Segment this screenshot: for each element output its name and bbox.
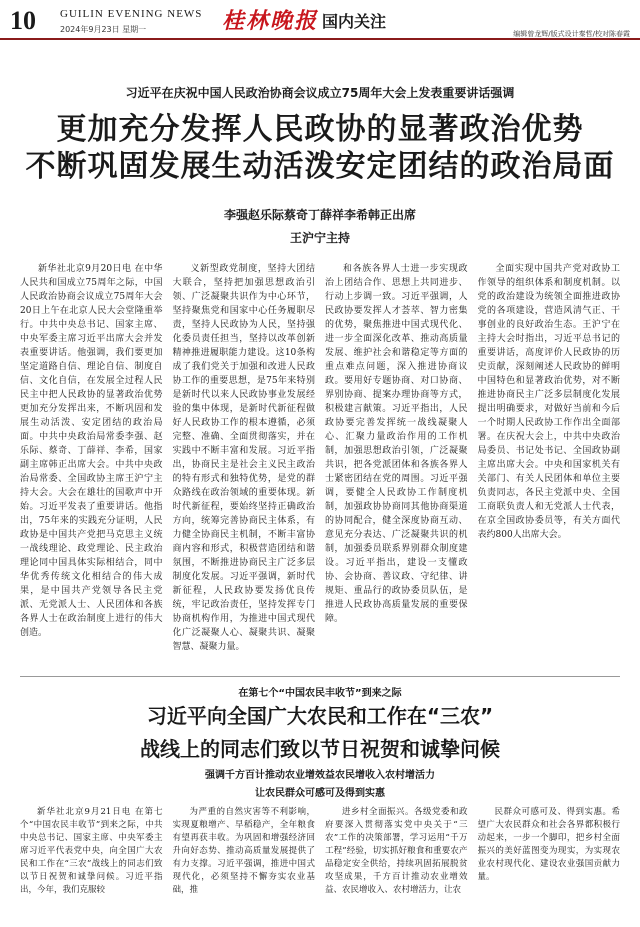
article1-column: 义新型政党制度，坚持大团结大联合，坚持把加强思想政治引领、广泛凝聚共识作为中心环节，坚持聚焦党和国家中心任务履职尽责，坚持人民政协为人民，坚持强化委员责任担当，坚持以改革创新精神推进履职能力建设。这10条构成了我们党关于加强和改进人民政协工作的重要思想，是75年来特别是新时代以来人民政协事业发展经验的集中体现，是新时代新征程做好人民政协工作的根本遵循，必须完整、准确、全面贯彻落实，并在实践中不断丰富和发展。习近平指出，协商民主是社会主义民主政治的特有形式和独特优势，是党的群众路线在政治领域的重要体现。新时代新征程，要始终坚持正确政治方向，统筹完善协商民主体系，有力健全协商民主机制，不断丰富协商内容和形式，积极营造团结和谐氛围，不断推进协商民主广泛多层制度化发展。习近平强调，新时代新征程，人民政协要发扬优良传统，牢记政治责任，坚持发挥专门协商机构作用，为推进中国式现代化广泛凝聚人心、凝聚共识、凝聚智慧、凝聚力量。 <box>172 264 315 652</box>
article2-column: 进乡村全面振兴。各级党委和政府要深入贯彻落实党中央关于“三农”工作的决策部署，学习运用“千万工程”经验，切实抓好粮食和重要农产品稳定安全供给，持续巩固拓展脱贫攻坚成果，千方百计推动农业增效益、农民增收入、农村增活力，让农 <box>325 807 468 895</box>
article2-subhead2: 让农民群众可感可及得到实惠 <box>255 788 385 799</box>
section-title: 国内关注 <box>322 12 387 31</box>
article1-headline-line1: 更加充分发挥人民政协的显著政治优势 <box>56 112 584 147</box>
issue-date: 2024年9月23日 星期一 <box>60 25 147 34</box>
article1-body <box>20 262 620 672</box>
article1-host: 王沪宁主持 <box>289 231 350 245</box>
page-header <box>0 0 640 40</box>
article2-kicker: 在第七个“中国农民丰收节”到来之际 <box>238 688 402 699</box>
article1-attendees: 李强赵乐际蔡奇丁薛祥李希韩正出席 <box>223 208 416 222</box>
section-divider <box>20 676 620 677</box>
article2-column: 新华社北京9月21日电 在第七个“中国农民丰收节”到来之际，中共中央总书记、国家主席、中央军委主席习近平代表党中央，向全国广大农民和工作在“三农”战线上的同志们致以节日祝贺和诚挚问候。习近平指出，今年，我们克服较 <box>20 807 163 895</box>
page-number: 10 <box>10 6 36 35</box>
article2-headline-line2: 战线上的同志们致以节日祝贺和诚挚问候 <box>140 737 500 761</box>
article1-column: 全面实现中国共产党对政协工作领导的组织体系和制度机制。以党的政治建设为统领全面推进政协党的各项建设，营造风清气正、干事创业的良好政治生态。王沪宁在主持大会时指出，习近平总书记的重要讲话，高度评价人民政协的历史贡献，深刻阐述人民政协的鲜明中国特色和显著政治优势，对不断推进协商民主广泛多层制度化发展提出明确要求，对做好当前和今后一个时期人民政协工作作出全面部署。在庆祝大会上，中共中央政治局委员、书记处书记、全国政协副主席出席大会。中央和国家机关有关部门、有关人民团体和单位主要负责同志，各民主党派中央、全国工商联负责人和无党派人士代表，在京全国政协委员等，有关方面代表约800人出席大会。 <box>477 264 620 540</box>
article1-column: 新华社北京9月20日电 在中华人民共和国成立75周年之际，中国人民政治协商会议成立75周年大会20日上午在北京人民大会堂隆重举行。中共中央总书记、国家主席、中央军委主席习近平出席大会并发表重要讲话。他强调，我们要更加坚定道路自信、理论自信、制度自信、文化自信，在发展全过程人民民主中把人民政协的显著政治优势更加充分发挥出来，不断巩固和发展生动活泼、安定团结的政治局面。中共中央政治局常委李强、赵乐际、蔡奇、丁薛祥、李希，国家副主席韩正出席大会。中共中央政治局常委、全国政协主席王沪宁主持大会。大会在雄壮的国歌声中开始。习近平发表了重要讲话。他指出，75年来的实践充分证明，人民政协是中国共产党把马克思主义统一战线理论、政党理论、民主政治理论同中国具体实际相结合，同中华优秀传统文化相结合的伟大成果，是中国共产党领导各民主党派、无党派人士、人民团体和各族各界人士在政治制度上进行的伟大创造。 <box>20 264 163 638</box>
article2-headline-line1: 习近平向全国广大农民和工作在“三农” <box>146 704 494 728</box>
editor-credits: 编辑曾龙辉/版式设计秦哲/校对陈春霞 <box>513 30 630 38</box>
article1-headline-line2: 不断巩固发展生动活泼安定团结的政治局面 <box>25 149 615 184</box>
article2-body <box>20 806 620 921</box>
article2-column: 为严重的自然灾害等不利影响，实现夏粮增产、早稻稳产，全年粮食有望再获丰收。为巩固和增强经济回升向好态势、推动高质量发展提供了有力支撑。习近平强调，推进中国式现代化，必须坚持不懈夯实农业基础，推 <box>172 807 315 895</box>
article1-column: 和各族各界人士进一步实现政治上团结合作、思想上共同进步、行动上步调一致。习近平强调，人民政协要发挥人才荟萃、智力密集的优势，聚焦推进中国式现代化、进一步全面深化改革、推动高质量发展、维护社会和谐稳定等方面的重点难点问题，深入推进协商议政。要用好专题协商、对口协商、界别协商、提案办理协商等方式，积极建言献策。习近平指出，人民政协要完善发挥统一战线凝聚人心、汇聚力量政治作用的工作机制，加强思想政治引领，广泛凝聚共识，把各党派团体和各族各界人士紧密团结在党的周围。习近平强调，要健全人民政协工作制度机制，加强政协协商同其他协商渠道的协同配合，健全深度协商互动、意见充分表达、广泛凝聚共识的机制，加强委员联系界别群众制度建设。习近平指出，建设一支懂政协、会协商、善议政、守纪律、讲规矩、重品行的政协委员队伍，是推进人民政协高质量发展的重要保障。 <box>325 264 468 624</box>
masthead-logo: 桂林晚报 <box>222 8 319 34</box>
article1-kicker: 习近平在庆祝中国人民政治协商会议成立75周年大会上发表重要讲话强调 <box>125 86 515 100</box>
paper-name-en: GUILIN EVENING NEWS <box>60 8 203 20</box>
article2-column: 民群众可感可及、得到实惠。希望广大农民群众和社会各界都积极行动起来，一步一个脚印，把乡村全面振兴的美好蓝图变为现实，为实现农业农村现代化、建设农业强国贡献力量。 <box>477 807 620 882</box>
article2-subhead1: 强调千方百计推动农业增效益农民增收入农村增活力 <box>205 770 435 781</box>
